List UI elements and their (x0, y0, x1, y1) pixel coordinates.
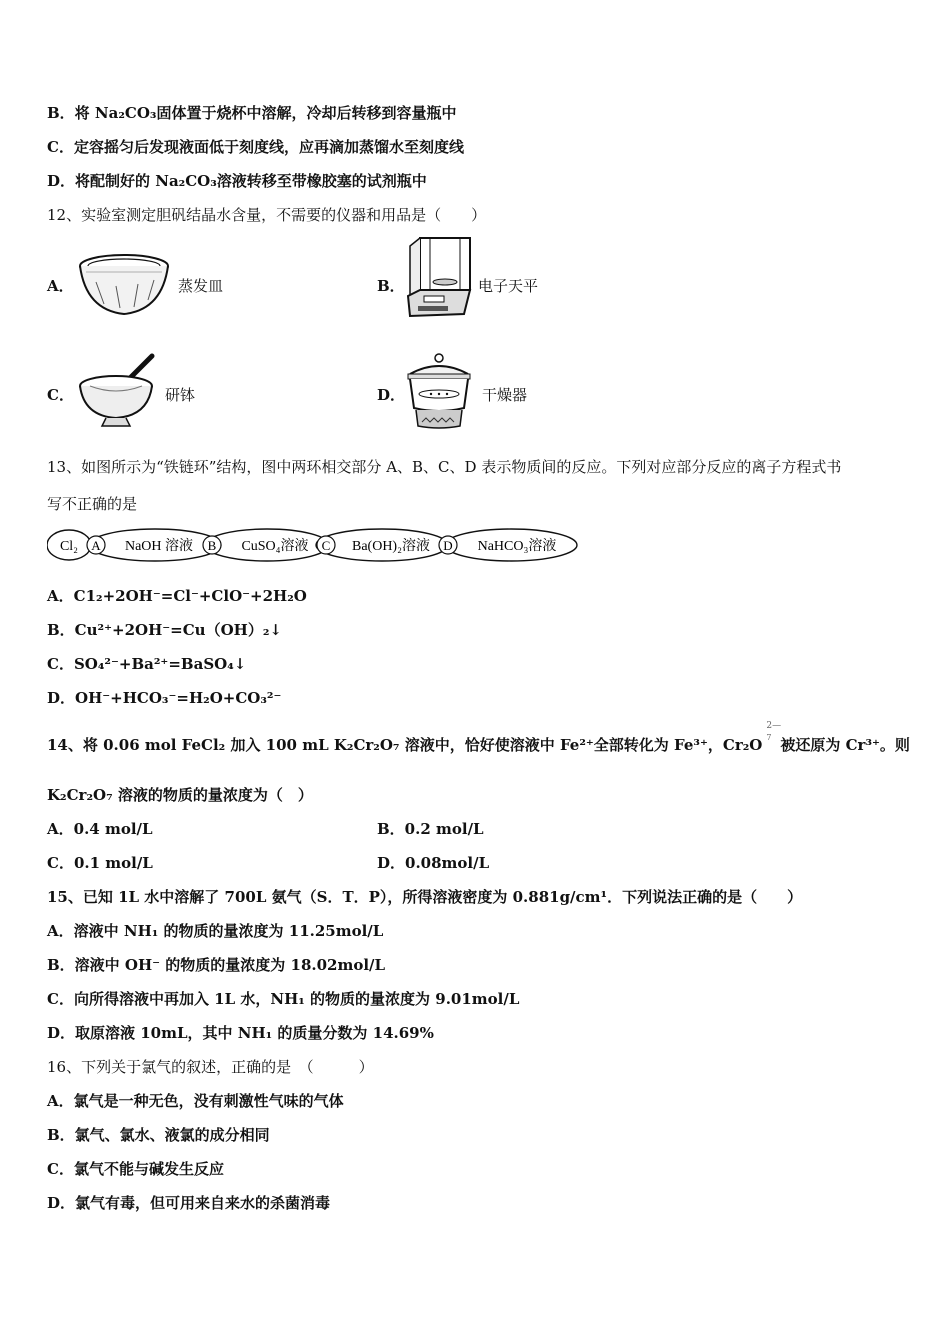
q12-option-a-label: 蒸发皿 (178, 277, 224, 295)
q12-option-a-letter: A． (47, 277, 74, 295)
q14-ion-sub: 7 (766, 733, 772, 742)
chain-item-naoh: NaOH 溶液 (124, 539, 194, 554)
q12-option-c-label: 研钵 (165, 386, 196, 404)
q14-option-c: C．0.1 mol/L (47, 854, 153, 872)
q13-option-b: B．Cu²⁺+2OH⁻=Cu（OH）₂↓ (47, 621, 282, 639)
chain-letter-d: D (443, 538, 453, 553)
iron-chain-diagram (47, 525, 579, 565)
q12-option-d-letter: D． (377, 386, 406, 404)
q14-option-a: A．0.4 mol/L (47, 820, 153, 838)
q13-option-c: C．SO₄²⁻+Ba²⁺=BaSO₄↓ (47, 655, 247, 673)
q16-option-d: D．氯气有毒，但可用来自来水的杀菌消毒 (47, 1194, 331, 1212)
q14-ion-charge: 2— (766, 721, 782, 731)
q15-stem: 15、已知 1L 水中溶解了 700L 氨气（S．T．P），所得溶液密度为 0.881g/cm¹．下列说法正确的是（ ） (47, 888, 803, 906)
q14-stem-main: 14、将 0.06 mol FeCl₂ 加入 100 mL K₂Cr₂O₇ 溶液中，恰好使溶液中 Fe²⁺全部转化为 Fe³⁺，Cr₂O (47, 736, 763, 754)
chain-letter-c: C (321, 538, 331, 553)
q15-option-a: A．溶液中 NH₁ 的物质的量浓度为 11.25mol/L (47, 922, 384, 940)
desiccator-icon (404, 352, 474, 432)
q16-stem: 16、下列关于氯气的叙述，正确的是 （ ） (47, 1058, 374, 1076)
q12-stem: 12、实验室测定胆矾结晶水含量，不需要的仪器和用品是（ ） (47, 206, 487, 224)
q13-option-d: D．OH⁻+HCO₃⁻=H₂O+CO₃²⁻ (47, 689, 282, 707)
q15-option-d: D．取原溶液 10mL，其中 NH₁ 的质量分数为 14.69% (47, 1024, 434, 1042)
q12-option-c-letter: C． (47, 386, 74, 404)
electronic-balance-icon (406, 236, 472, 320)
q16-option-a: A．氯气是一种无色，没有刺激性气味的气体 (47, 1092, 344, 1110)
chain-item-nahco3: NaHCO₃溶液 (477, 539, 557, 554)
q14-stem-line2: K₂Cr₂O₇ 溶液的物质的量浓度为（ ） (47, 786, 313, 804)
evaporating-dish-icon (76, 252, 172, 322)
chain-letter-b: B (207, 538, 217, 553)
q14-ion-mark (762, 721, 782, 750)
chain-item-cuso4: CuSO₄溶液 (241, 539, 309, 554)
q14-stem-tail: 被还原为 Cr³⁺。则 (780, 736, 910, 754)
q12-option-d-label: 干燥器 (482, 386, 528, 404)
q16-option-b: B．氯气、氯水、液氯的成分相同 (47, 1126, 270, 1144)
q15-option-b: B．溶液中 OH⁻ 的物质的量浓度为 18.02mol/L (47, 956, 386, 974)
q11-option-b: B．将 Na₂CO₃固体置于烧杯中溶解，冷却后转移到容量瓶中 (47, 104, 457, 122)
chain-letter-a: A (91, 538, 101, 553)
q13-stem-line1: 13、如图所示为“铁链环”结构，图中两环相交部分 A、B、C、D 表示物质间的反应。下列对应部分反应的离子方程式书 (47, 458, 842, 476)
q14-option-d: D．0.08mol/L (377, 854, 490, 872)
q11-option-c: C．定容摇匀后发现液面低于刻度线，应再滴加蒸馏水至刻度线 (47, 138, 464, 156)
q16-option-c: C．氯气不能与碱发生反应 (47, 1160, 224, 1178)
chain-item-cl2: Cl₂ (59, 539, 79, 554)
q12-option-b-letter: B． (377, 277, 405, 295)
q11-option-d: D．将配制好的 Na₂CO₃溶液转移至带橡胶塞的试剂瓶中 (47, 172, 427, 190)
q14-stem-line1 (47, 721, 910, 755)
mortar-pestle-icon (76, 352, 160, 430)
chain-item-baoh2: Ba(OH)₂溶液 (352, 539, 430, 554)
q15-option-c: C．向所得溶液中再加入 1L 水，NH₁ 的物质的量浓度为 9.01mol/L (47, 990, 520, 1008)
q13-stem-line2: 写不正确的是 (47, 495, 138, 513)
q12-option-b-label: 电子天平 (478, 277, 539, 295)
q13-option-a: A．C1₂+2OH⁻=Cl⁻+ClO⁻+2H₂O (47, 587, 307, 605)
q14-option-b: B．0.2 mol/L (377, 820, 484, 838)
